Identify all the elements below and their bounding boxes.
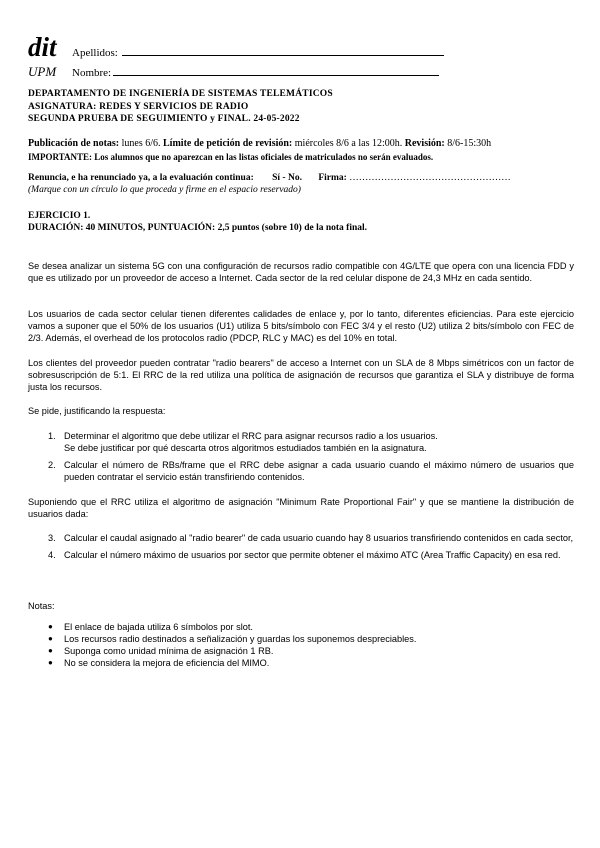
- dit-logo: dit: [28, 32, 57, 62]
- subject-title: ASIGNATURA: REDES Y SERVICIOS DE RADIO: [28, 101, 249, 112]
- question-number: 2.: [48, 460, 56, 470]
- paragraph-2: [28, 308, 574, 344]
- important-label: IMPORTANTE: [28, 151, 90, 162]
- bullet-icon: ●: [48, 658, 53, 667]
- important-line: [28, 151, 491, 164]
- renuncia-note: (Marque con un círculo lo que proceda y firme en el espacio reservado): [28, 185, 301, 195]
- paragraph-3: [28, 357, 574, 393]
- limit-value: miércoles 8/6 a las 12:00h.: [292, 138, 405, 149]
- nombre-label: Nombre:: [72, 67, 112, 79]
- question-number: 4.: [48, 550, 56, 560]
- notes-title: [28, 600, 574, 612]
- question-text: Determinar el algoritmo que debe utilizar el RRC para asignar recursos radio a los usuarios.: [64, 431, 438, 441]
- notes-list: [28, 621, 574, 669]
- question-text-2: Se debe justificar por qué descarta otros algoritmos estudiados también en la asignatura.: [64, 443, 427, 453]
- bullet-icon: ●: [48, 646, 53, 655]
- paragraph-3-text: Los clientes del proveedor pueden contratar "radio bearers" de acceso a Internet con un SLA de 8 Mbps simétricos con un factor de sobresuscripción de 5:1. El RRC de la red utiliza una política de asignación de recursos que garantiza el SLA y distribuye de forma justa los recursos.: [28, 358, 574, 392]
- publication-value: lunes 6/6.: [119, 138, 164, 149]
- apellidos-field[interactable]: [122, 55, 444, 56]
- note-text: No se considera la mejora de eficiencia del MIMO.: [64, 658, 270, 668]
- question-item: [28, 430, 574, 454]
- paragraph-4: [28, 405, 574, 417]
- question-text: Calcular el número máximo de usuarios por sector que permite obtener el máximo ATC (Area Traffic Capacity) en esa red.: [64, 550, 561, 560]
- department-title: DEPARTAMENTO DE INGENIERÍA DE SISTEMAS TELEMÁTICOS: [28, 89, 333, 99]
- revision-value: 8/6-15:30h: [444, 138, 492, 149]
- apellidos-label: Apellidos:: [72, 47, 118, 59]
- note-item: [28, 633, 574, 645]
- question-text: Calcular el caudal asignado al "radio bearer" de cada usuario cuando hay 8 usuarios transfiriendo contenidos en cada sector,: [64, 533, 574, 543]
- nombre-field[interactable]: [113, 75, 439, 76]
- paragraph-4-text: Se pide, justificando la respuesta:: [28, 406, 166, 416]
- paragraph-1-text: Se desea analizar un sistema 5G con una configuración de recursos radio compatible con 4G/LTE que opera con una licencia FDD y que es utilizado por un proveedor de acceso a Internet. Cada sector de la red celular dispone de 24,3 MHz en cada sentido.: [28, 261, 574, 283]
- exercise-duration: DURACIÓN: 40 MINUTOS, PUNTUACIÓN: 2,5 puntos (sobre 10) de la nota final.: [28, 223, 368, 233]
- question-item: [28, 549, 574, 561]
- note-text: El enlace de bajada utiliza 6 símbolos por slot.: [64, 622, 253, 632]
- question-number: 1.: [48, 431, 56, 441]
- notes-title-text: Notas:: [28, 601, 55, 611]
- department-block: [28, 88, 333, 126]
- note-text: Suponga como unidad mínima de asignación 1 RB.: [64, 646, 274, 656]
- paragraph-5-text: Suponiendo que el RRC utiliza el algoritmo de asignación "Minimum Rate Proportional Fair" y que se mantiene la distribución de usuarios dada:: [28, 497, 574, 519]
- exercise-block: [28, 210, 367, 234]
- note-text: Los recursos radio destinados a señalización y guardas los suponemos despreciables.: [64, 634, 417, 644]
- note-item: [28, 645, 574, 657]
- note-item: [28, 621, 574, 633]
- question-item: [28, 532, 574, 544]
- publication-label: Publicación de notas:: [28, 138, 120, 149]
- renuncia-line: [28, 172, 511, 184]
- renuncia-block: [28, 172, 511, 196]
- firma-label: Firma:: [318, 173, 347, 183]
- renuncia-options[interactable]: Sí - No.: [272, 173, 302, 183]
- exercise-title: EJERCICIO 1.: [28, 211, 91, 221]
- bullet-icon: ●: [48, 634, 53, 643]
- paragraph-2-text: Los usuarios de cada sector celular tienen diferentes calidades de enlace y, por lo tanto, diferentes eficiencias. Para este ejercicio vamos a suponer que el 50% de los usuarios (U1) utiliza 5 bits/símbolo con FEC 3/4 y el resto (U2) utiliza 2 bits/símbolo con FEC de 2/3. Además, el overhead de los protocolos radio (PDCP, RLC y MAC) es del 10% en total.: [28, 309, 574, 343]
- paragraph-5: [28, 496, 574, 520]
- revision-label: Revisión:: [404, 138, 445, 149]
- paragraph-1: [28, 260, 574, 284]
- header-row-nombre: [28, 64, 439, 80]
- important-text: : Los alumnos que no aparezcan en las listas oficiales de matriculados no serán evaluados.: [89, 151, 434, 162]
- question-item: [28, 459, 574, 483]
- renuncia-label: Renuncia, e ha renunciado ya, a la evaluación continua:: [28, 173, 254, 183]
- publication-line: [28, 138, 491, 151]
- bullet-icon: ●: [48, 622, 53, 631]
- firma-field[interactable]: ……………………………………………: [349, 173, 511, 183]
- publication-block: [28, 138, 491, 163]
- questions-group-a: [28, 430, 574, 483]
- header-row-apellidos: [28, 32, 444, 63]
- questions-group-b: [28, 532, 574, 561]
- question-text: Calcular el número de RBs/frame que el RRC debe asignar a cada usuario cuando el máximo número de usuarios que pueden contratar el servicio están transfiriendo contenidos.: [64, 460, 574, 482]
- upm-logo: UPM: [28, 64, 57, 79]
- note-item: [28, 657, 574, 669]
- question-number: 3.: [48, 533, 56, 543]
- limit-label: Límite de petición de revisión:: [163, 138, 293, 149]
- exam-title: SEGUNDA PRUEBA DE SEGUIMIENTO y FINAL. 24-05-2022: [28, 114, 300, 124]
